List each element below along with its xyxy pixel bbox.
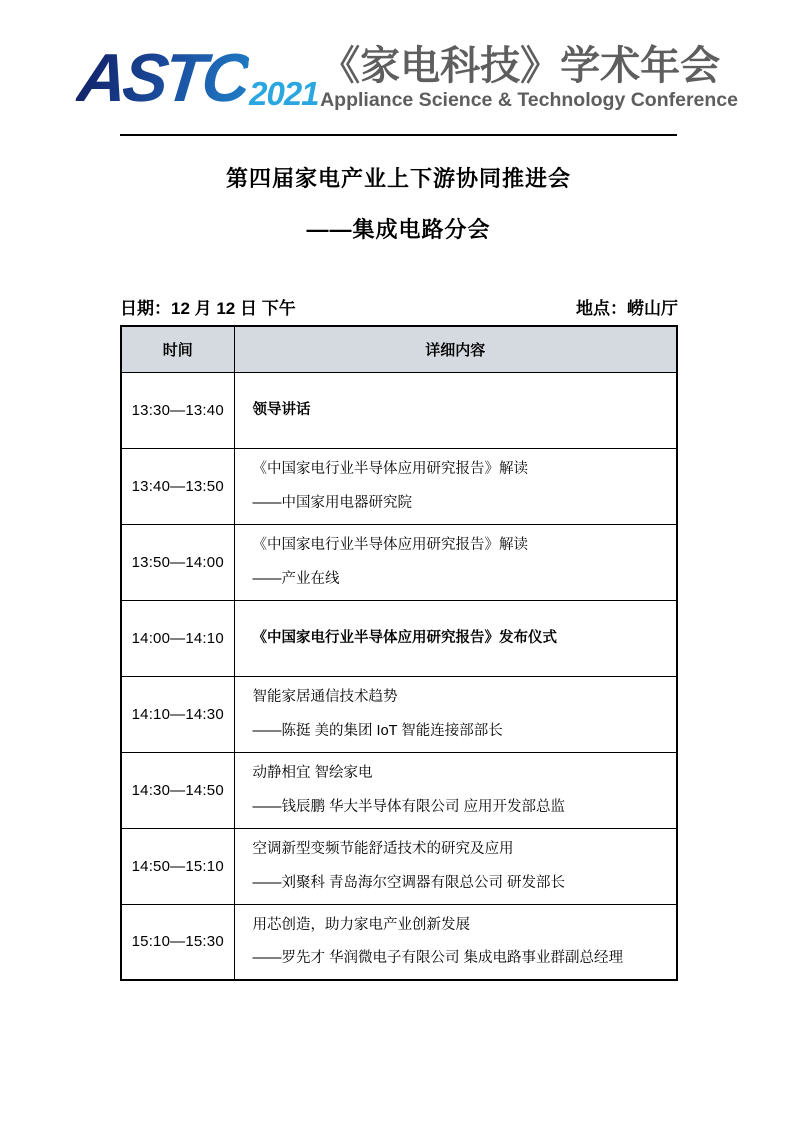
session-speaker: ——产业在线 — [252, 570, 340, 587]
session-time: 15:10—15:30 — [121, 904, 234, 980]
event-title-block — [120, 162, 677, 244]
session-title: 《中国家电行业半导体应用研究报告》发布仪式 — [252, 629, 557, 646]
table-row — [121, 676, 677, 752]
session-title: 《中国家电行业半导体应用研究报告》解读 — [252, 537, 528, 554]
session-title: 领导讲话 — [252, 401, 311, 418]
session-time: 14:10—14:30 — [121, 676, 234, 752]
table-header-row — [121, 326, 677, 372]
table-row — [121, 524, 677, 600]
session-title: 空调新型变频节能舒适技术的研究及应用 — [252, 841, 514, 858]
session-title: 《中国家电行业半导体应用研究报告》解读 — [252, 461, 528, 478]
session-speaker: ——罗先才 华润微电子有限公司 集成电路事业群副总经理 — [252, 950, 624, 967]
session-time: 13:40—13:50 — [121, 448, 234, 524]
date-label: 日期：12 月 12 日 下午 — [120, 299, 296, 318]
session-title: 动静相宜 智绘家电 — [252, 765, 373, 782]
event-subtitle: ——集成电路分会 — [306, 217, 491, 242]
divider-line — [120, 134, 677, 136]
table-row — [121, 372, 677, 448]
session-title: 智能家居通信技术趋势 — [252, 689, 398, 706]
conference-logo — [320, 45, 738, 110]
conference-en-subtitle: Appliance Science & Technology Conference — [320, 89, 738, 112]
session-speaker: ——中国家用电器研究院 — [252, 494, 412, 511]
session-title: 用芯创造，助力家电产业创新发展 — [252, 916, 470, 933]
astc-logo — [74, 40, 319, 116]
conference-cn-title: 《家电科技》学术年会 — [320, 44, 721, 89]
session-speaker: ——钱辰鹏 华大半导体有限公司 应用开发部总监 — [252, 798, 566, 815]
table-row — [121, 904, 677, 980]
date-location-row — [120, 294, 678, 319]
session-time: 14:30—14:50 — [121, 752, 234, 828]
col-header-time: 时间 — [121, 326, 234, 372]
col-header-content: 详细内容 — [234, 326, 677, 372]
logo-band — [74, 40, 738, 116]
location-label: 地点：崂山厅 — [576, 299, 678, 318]
astc-year-label: 2021 — [249, 75, 319, 112]
agenda-table — [120, 325, 678, 981]
table-row — [121, 448, 677, 524]
table-row — [121, 752, 677, 828]
session-time: 14:00—14:10 — [121, 600, 234, 676]
table-row — [121, 828, 677, 904]
session-time: 13:50—14:00 — [121, 524, 234, 600]
session-speaker: ——陈挺 美的集团 IoT 智能连接部部长 — [252, 722, 503, 739]
table-row — [121, 600, 677, 676]
session-time: 14:50—15:10 — [121, 828, 234, 904]
session-speaker: ——刘聚科 青岛海尔空调器有限总公司 研发部长 — [252, 874, 566, 891]
session-time: 13:30—13:40 — [121, 372, 234, 448]
event-title: 第四届家电产业上下游协同推进会 — [225, 166, 571, 191]
astc-wordmark: ASTC — [74, 40, 252, 116]
